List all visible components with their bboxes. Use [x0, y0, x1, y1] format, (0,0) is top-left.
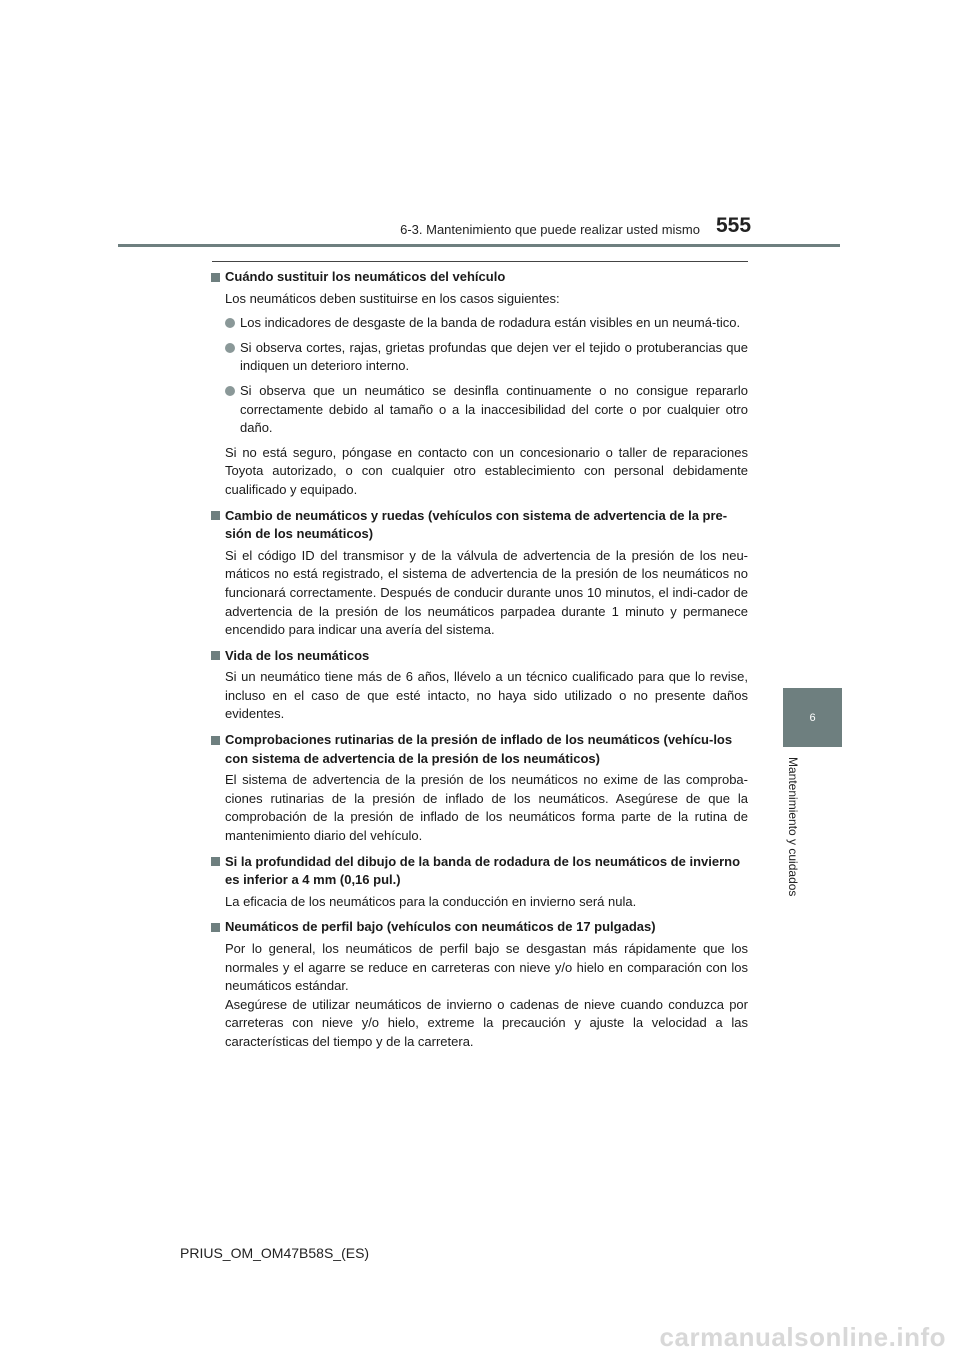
- list-item: [225, 382, 748, 438]
- heading-text: Si la profundidad del dibujo de la banda de rodadura de los neumáticos de invierno es inferior a 4 mm (0,16 pul.): [225, 853, 741, 888]
- square-bullet-icon: [211, 651, 220, 660]
- circle-bullet-icon: [225, 386, 235, 396]
- circle-bullet-icon: [225, 318, 235, 328]
- list-item-text: Si observa cortes, rajas, grietas profundas que dejen ver el tejido o protuberancias que indiquen un deterioro interno.: [240, 339, 748, 374]
- list-item-text: Los indicadores de desgaste de la banda de rodadura están visibles en un neumá-tico.: [240, 315, 741, 331]
- paragraph: Si el código ID del transmisor y de la válvula de advertencia de la presión de los neu-máticos no está registrado, el sistema de advertencia de la presión de los neumáticos no funcionará correctamente. Después de conducir durante unos 10 minutos, el indi-cador de advertencia de la presión de los neumáticos parpadea durante 1 minuto y permanece encendido para indicar una avería del sistema.: [225, 547, 748, 638]
- watermark: carmanualsonline.info: [659, 1322, 946, 1352]
- paragraph: Asegúrese de utilizar neumáticos de invierno o cadenas de nieve cuando conduzca por carreteras con nieve y/o hielo, extreme la precaución y ajuste la velocidad a las características del tiempo y de la carretera.: [225, 996, 748, 1049]
- section-heading: [210, 853, 748, 890]
- paragraph: Por lo general, los neumáticos de perfil bajo se desgastan más rápidamente que los normales y el agarre se reduce en carreteras con nieve y/o hielo en comparación con los neumáticos estándar.: [225, 941, 748, 994]
- list-item: [225, 339, 748, 376]
- document-code: PRIUS_OM_OM47B58S_(ES): [180, 1245, 370, 1261]
- page-content: [210, 268, 748, 1052]
- section-heading: [210, 507, 748, 544]
- page-number: 555: [716, 214, 752, 237]
- heading-text: Cuándo sustituir los neumáticos del vehículo: [225, 269, 506, 284]
- paragraph: Si un neumático tiene más de 6 años, llévelo a un técnico cualificado para que lo revise, incluso en el caso de que esté intacto, no haya sido utilizado o no presente daños evidentes.: [225, 669, 748, 722]
- square-bullet-icon: [211, 923, 220, 932]
- heading-text: Neumáticos de perfil bajo (vehículos con neumáticos de 17 pulgadas): [225, 919, 656, 935]
- section-heading: [210, 918, 748, 937]
- chapter-number: 6: [809, 711, 816, 724]
- header-rule: [118, 244, 840, 247]
- content-rule: [212, 261, 748, 262]
- heading-text: Cambio de neumáticos y ruedas (vehículos con sistema de advertencia de la pre-sión de los neumáticos): [225, 507, 728, 542]
- section-heading: [210, 731, 748, 768]
- square-bullet-icon: [211, 511, 220, 520]
- list-item-text: Si observa que un neumático se desinfla continuamente o no consigue repararlo correctamente debido al tamaño o a la inaccesibilidad del corte o por cualquier otro daño.: [240, 382, 748, 436]
- square-bullet-icon: [211, 857, 220, 866]
- chapter-label: Mantenimiento y cuidados: [786, 757, 800, 897]
- paragraph: La eficacia de los neumáticos para la conducción en invierno será nula.: [225, 893, 637, 909]
- section-title: 6-3. Mantenimiento que puede realizar usted mismo: [400, 222, 700, 237]
- section-heading: [210, 268, 748, 287]
- paragraph: El sistema de advertencia de la presión de los neumáticos no exime de las comproba-ciones rutinarias de la presión de inflado de los neumáticos. Asegúrese de que la comprobación de la presión de inflado de los neumáticos forma parte de la rutina de mantenimiento diario del vehículo.: [225, 772, 748, 844]
- paragraph: Si no está seguro, póngase en contacto con un concesionario o taller de reparaciones Toyota autorizado, o con cualquier otro establecimiento con personal debidamente cualificado y equipado.: [225, 444, 748, 497]
- section-heading: [210, 647, 748, 666]
- list-item: [225, 314, 748, 333]
- heading-text: Vida de los neumáticos: [225, 647, 370, 663]
- square-bullet-icon: [211, 736, 220, 745]
- circle-bullet-icon: [225, 343, 235, 353]
- paragraph: Los neumáticos deben sustituirse en los casos siguientes:: [225, 290, 560, 306]
- square-bullet-icon: [211, 273, 220, 282]
- chapter-tab: [783, 688, 842, 747]
- heading-text: Comprobaciones rutinarias de la presión de inflado de los neumáticos (vehícu-los con sistema de advertencia de la presión de los neumáticos): [225, 732, 733, 766]
